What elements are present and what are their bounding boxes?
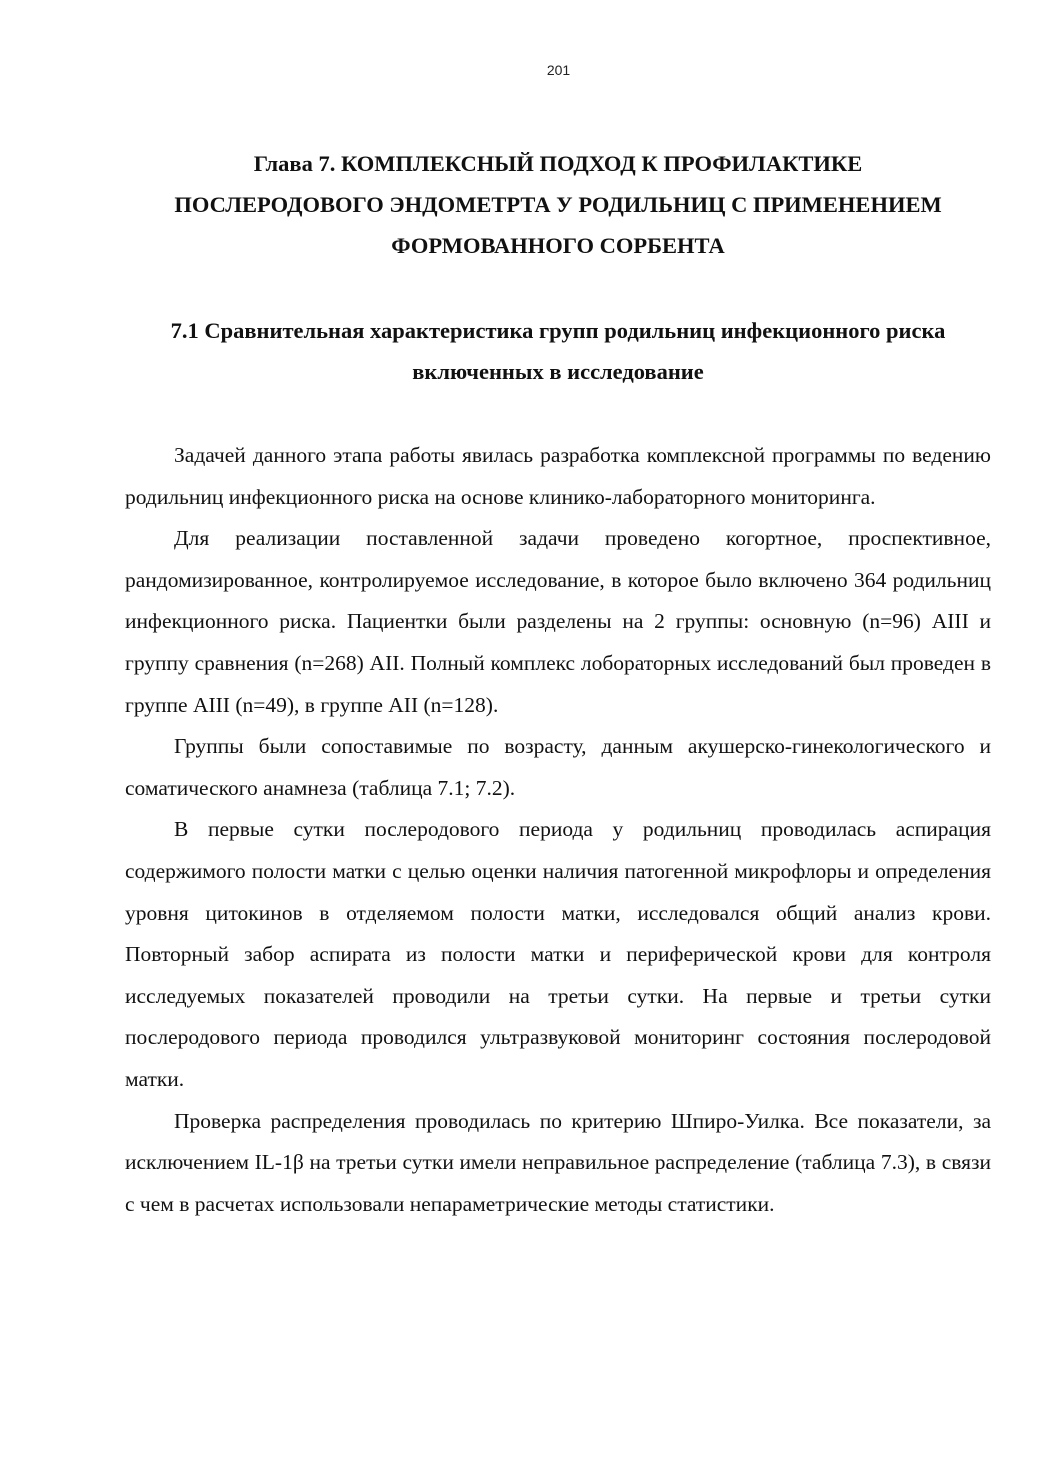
section-title-line: включенных в исследование — [412, 359, 704, 384]
paragraph: Проверка распределения проводилась по критерию Шпиро-Уилка. Все показатели, за исключением IL-1β на третьи сутки имели неправильное распределение (таблица 7.3), в связи с чем в расчетах использовали непараметрические методы статистики. — [125, 1108, 991, 1216]
chapter-title-line: ПОСЛЕРОДОВОГО ЭНДОМЕТРТА У РОДИЛЬНИЦ С ПРИМЕНЕНИЕМ — [174, 192, 942, 217]
body-text — [125, 435, 991, 1225]
section-title — [128, 310, 988, 392]
section-title-line: 7.1 Сравнительная характеристика групп родильниц инфекционного риска — [170, 318, 946, 343]
paragraph: Задачей данного этапа работы явилась разработка комплексной программы по ведению родильниц инфекционного риска на основе клинико-лабораторного мониторинга. — [125, 443, 991, 509]
chapter-title-line: Глава 7. КОМПЛЕКСНЫЙ ПОДХОД К ПРОФИЛАКТИКЕ — [253, 151, 863, 176]
paragraph: Для реализации поставленной задачи проведено когортное, проспективное, рандомизированное, контролируемое исследование, в которое было включено 364 родильниц инфекционного риска. Пациентки были разделены на 2 группы: основную (n=96) АIII и группу сравнения (n=268) АII. Полный комплекс лобораторных исследований был проведен в группе АIII (n=49), в группе АII (n=128). — [125, 526, 991, 717]
chapter-title-line: ФОРМОВАННОГО СОРБЕНТА — [391, 233, 725, 258]
paragraph: В первые сутки послеродового периода у родильниц проводилась аспирация содержимого полости матки с целью оценки наличия патогенной микрофлоры и определения уровня цитокинов в отделяемом полости матки, исследовался общий анализ крови. Повторный забор аспирата из полости матки и периферической крови для контроля исследуемых показателей проводили на третьи сутки. На первые и третьи сутки послеродового периода проводился ультразвуковой мониторинг состояния послеродовой матки. — [125, 817, 991, 1091]
page-number: 201 — [546, 62, 571, 78]
paragraph: Группы были сопоставимые по возрасту, данным акушерско-гинекологического и соматического анамнеза (таблица 7.1; 7.2). — [125, 734, 991, 800]
chapter-title — [128, 143, 988, 266]
